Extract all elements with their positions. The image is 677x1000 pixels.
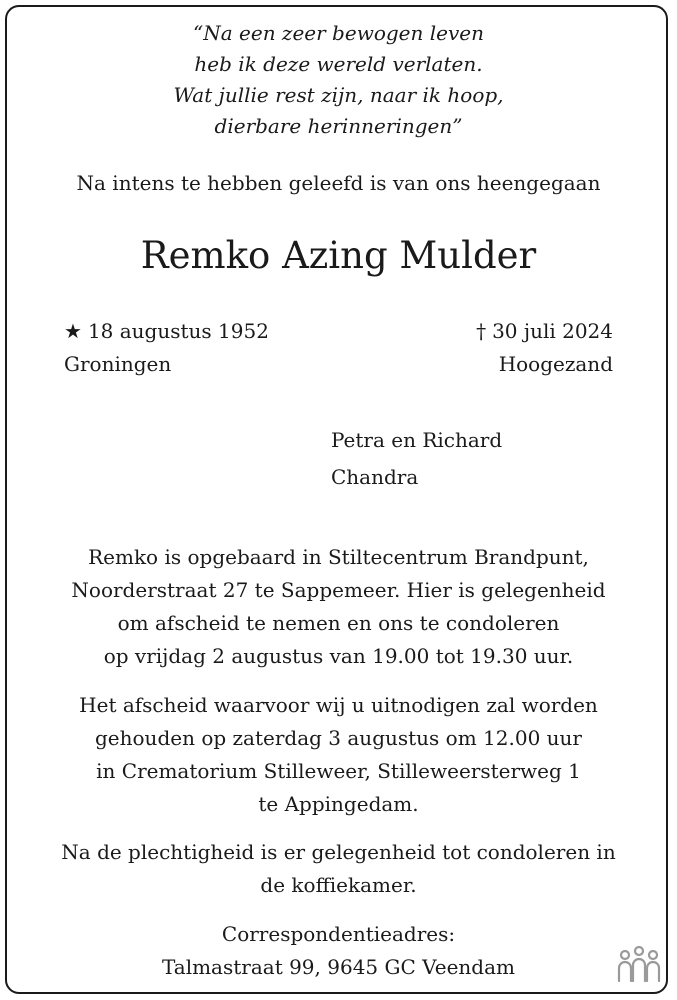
condolence-line: Na de plechtigheid is er gelegenheid tot condoleren in [61, 840, 616, 864]
poem-line: dierbare herinneringen” [214, 114, 463, 138]
condolence-line: de koffiekamer. [260, 873, 417, 897]
correspondence-label: Correspondentieadres: [221, 922, 456, 946]
correspondence-block [0, 918, 677, 984]
farewell-line: gehouden op zaterdag 3 augustus om 12.00 uur [95, 726, 582, 750]
condolence-paragraph [0, 836, 677, 902]
farewell-paragraph [0, 689, 677, 821]
poem-line: heb ik deze wereld verlaten. [194, 52, 483, 76]
farewell-line: te Appingedam. [258, 792, 419, 816]
viewing-line: op vrijdag 2 augustus van 19.00 tot 19.30 uur. [103, 644, 574, 668]
death-date: 30 juli 2024 [492, 319, 613, 343]
intro-text: Na intens te hebben geleefd is van ons heengegaan [76, 171, 601, 195]
cross-icon: † [476, 319, 487, 343]
farewell-line: in Crematorium Stilleweer, Stilleweersterweg 1 [96, 759, 581, 783]
death-place: Hoogezand [498, 352, 613, 376]
viewing-paragraph [0, 541, 677, 673]
poem-line: “Na een zeer bewogen leven [193, 21, 484, 45]
farewell-line: Het afscheid waarvoor wij u uitnodigen zal worden [79, 693, 598, 717]
poem [0, 18, 677, 142]
deceased-name: Remko Azing Mulder [140, 234, 537, 277]
birth-place: Groningen [64, 352, 172, 376]
viewing-line: om afscheid te nemen en ons te condoleren [117, 611, 560, 635]
birth-date: 18 augustus 1952 [87, 319, 269, 343]
family-line: Petra en Richard [331, 428, 503, 452]
viewing-line: Noorderstraat 27 te Sappemeer. Hier is gelegenheid [71, 578, 606, 602]
family-names [331, 422, 502, 496]
family-line: Chandra [331, 465, 419, 489]
correspondence-address: Talmastraat 99, 9645 GC Veendam [161, 955, 515, 979]
people-logo-icon [615, 944, 663, 984]
poem-line: Wat jullie rest zijn, naar ik hoop, [173, 83, 504, 107]
birth-info [64, 315, 269, 381]
star-icon: ★ [64, 319, 82, 343]
death-info [476, 315, 613, 381]
viewing-line: Remko is opgebaard in Stiltecentrum Brandpunt, [88, 545, 589, 569]
